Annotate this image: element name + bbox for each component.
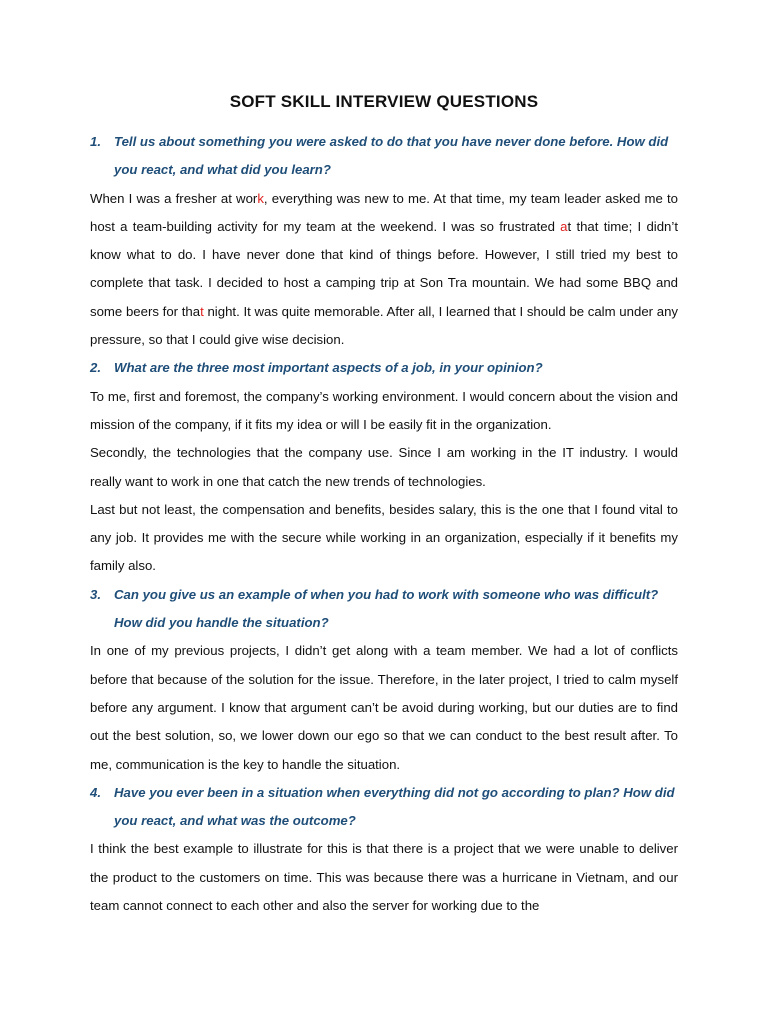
answer-2-paragraph-2: Secondly, the technologies that the company use. Since I am working in the IT industry. I would really want to work in one that catch the new trends of technologies. [90,445,678,489]
highlighted-letter: t [200,303,204,319]
answer-text: , everything was new to me. At that time, my team leader asked me to host a team-building activity for my team at the weekend. I was so frustrated [90,190,678,234]
question-3 [90,581,678,638]
question-text: Can you give us an example of when you had to work with someone who was difficult? How did you handle the situation? [114,586,659,631]
answer-4: I think the best example to illustrate for this is that there is a project that we were unable to deliver the product to the customers on time. This was because there was a hurricane in Vietnam, and our team cannot connect to each other and also the server for working due to the [90,841,678,914]
answer-2-paragraph-3: Last but not least, the compensation and benefits, besides salary, this is the one that I found vital to any job. It provides me with the secure while working in an organization, especially if it benefits my family also. [90,501,678,574]
page-title: SOFT SKILL INTERVIEW QUESTIONS [229,92,539,111]
answer-text: When I was a fresher at wor [90,190,258,206]
highlighted-letter: k [257,190,264,206]
answer-1 [90,185,678,355]
question-text: Tell us about something you were asked to do that you have never done before. How did you react, and what did you learn? [114,134,669,178]
question-4 [90,779,678,836]
question-number: 4. [90,784,101,800]
question-text: What are the three most important aspects of a job, in your opinion? [114,360,543,376]
question-2 [90,354,678,382]
question-text: Have you ever been in a situation when everything did not go according to plan? How did you react, and what was the outcome? [114,784,675,829]
highlighted-letter: a [560,218,568,234]
question-1 [90,128,678,185]
answer-text: night. It was quite memorable. After all, I learned that I should be calm under any pressure, so that I could give wise decision. [90,303,679,348]
question-number: 1. [90,134,101,149]
question-number: 2. [90,360,101,376]
answer-text: t that time; I didn’t know what to do. I have never done that kind of things before. However, I still tried my best to complete that task. I decided to host a camping trip at Son Tra mountain. We had some BBQ and some beers for tha [90,218,678,319]
answer-2-paragraph-1: To me, first and foremost, the company’s working environment. I would concern about the vision and mission of the company, if it fits my idea or will I be easily fit in the organization. [90,388,678,432]
answer-3: In one of my previous projects, I didn’t get along with a team member. We had a lot of conflicts before that because of the solution for the issue. Therefore, in the later project, I tried to calm myself before any argument. I know that argument can’t be avoid during working, but our duties are to find out the best solution, so, we lower down our ego so that we can conduct to the best result after. To me, communication is the key to handle the situation. [90,643,678,772]
question-number: 3. [90,586,101,602]
